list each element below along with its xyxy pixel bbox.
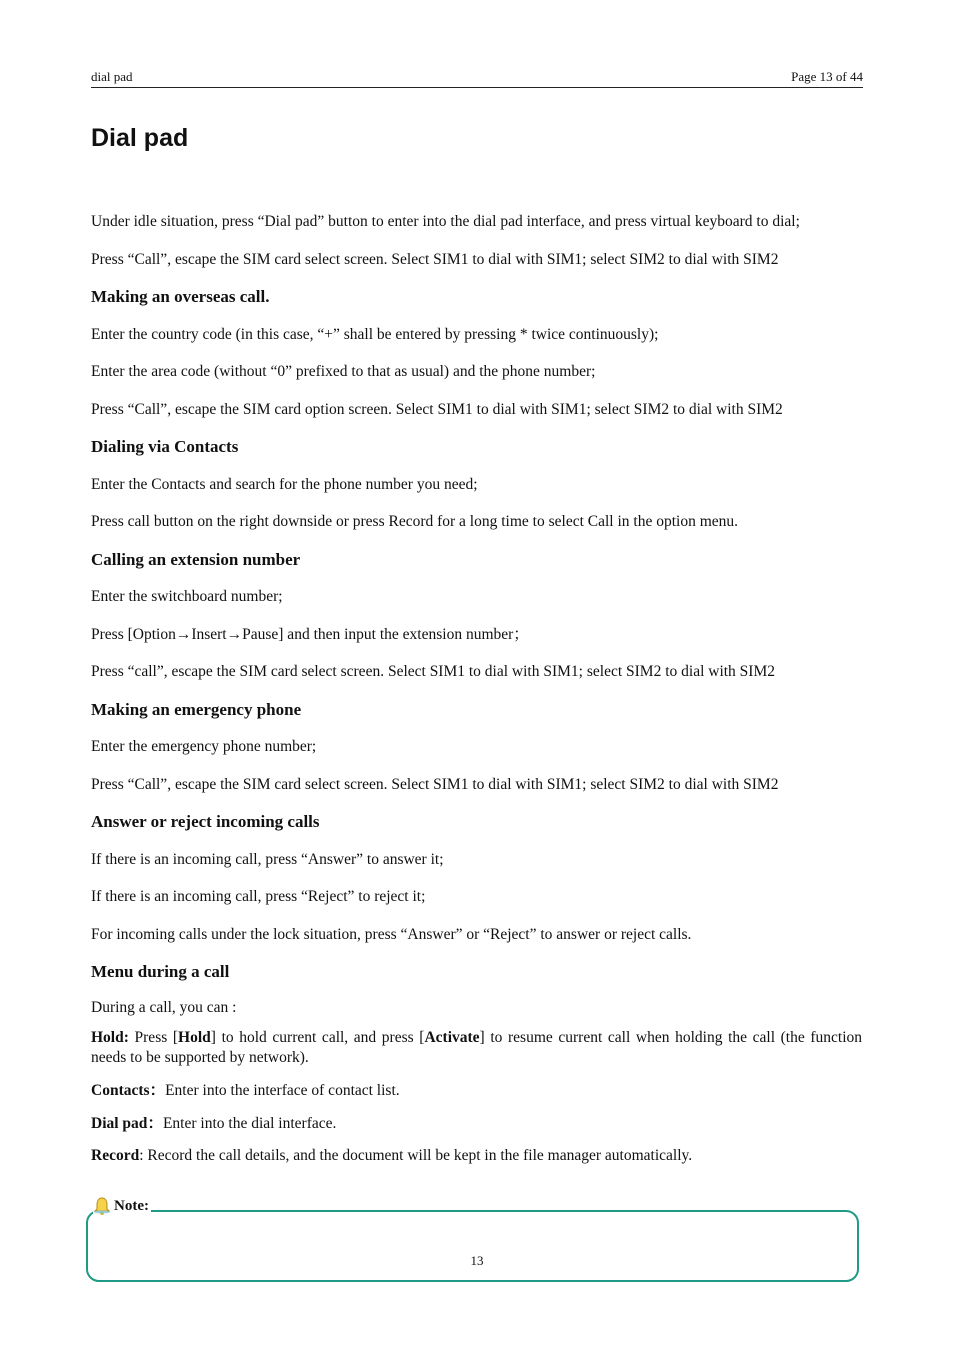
menu-item-hold: [91, 1028, 862, 1068]
section-heading-incoming: Answer or reject incoming calls: [91, 812, 320, 831]
header-section-title: dial pad: [91, 69, 133, 84]
contacts-text: Enter into the interface of contact list.: [165, 1082, 400, 1099]
page-title: Dial pad: [91, 124, 189, 152]
contacts-sep: ：: [149, 1082, 166, 1099]
dialpad-sep: ：: [147, 1114, 163, 1132]
hold-label: Hold:: [91, 1029, 129, 1046]
hold-text: Press [: [128, 1029, 179, 1046]
menu-item-dialpad: [91, 1112, 862, 1145]
hold-key: Hold: [178, 1029, 211, 1046]
record-label: Record: [91, 1147, 140, 1164]
paragraph: Press “Call”, escape the SIM card select screen. Select SIM1 to dial with SIM1; select SIM2 to dial with SIM2: [91, 775, 779, 793]
paragraph: During a call, you can :: [91, 998, 237, 1016]
paragraph: Enter the emergency phone number;: [91, 738, 317, 755]
intro-paragraph: Press “Call”, escape the SIM card select screen. Select SIM1 to dial with SIM1; select SIM2 to dial with SIM2: [91, 250, 779, 268]
note-label: [93, 1196, 151, 1216]
paragraph: Enter the switchboard number;: [91, 588, 283, 605]
menu-item-contacts: [91, 1079, 862, 1112]
note-box: [86, 1210, 859, 1282]
section-heading-overseas: Making an overseas call.: [91, 287, 270, 306]
contacts-label: Contacts: [91, 1082, 150, 1099]
paragraph: Press call button on the right downside or press Record for a long time to select Call in the option menu.: [91, 513, 739, 530]
dialpad-text: Enter into the dial interface.: [162, 1114, 337, 1132]
paragraph: Press [Option→Insert→Pause] and then input the extension number；: [91, 625, 529, 643]
activate-key: Activate: [424, 1029, 480, 1046]
paragraph: Press “call”, escape the SIM card select screen. Select SIM1 to dial with SIM1; select SIM2 to dial with SIM2: [91, 663, 775, 680]
page-header: [91, 68, 863, 88]
section-heading-extension: Calling an extension number: [91, 549, 301, 569]
section-heading-menu: Menu during a call: [91, 962, 230, 981]
paragraph: Press “Call”, escape the SIM card option screen. Select SIM1 to dial with SIM1; select SIM2 to dial with SIM2: [91, 400, 783, 418]
paragraph: If there is an incoming call, press “Answer” to answer it;: [91, 850, 444, 868]
paragraph: Enter the country code (in this case, “+” shall be entered by pressing * twice continuously);: [91, 325, 659, 343]
page-number: 13: [470, 1253, 484, 1268]
hold-text: ] to resume current call when holding the call (the function needs to be supported by network).: [91, 1029, 863, 1066]
paragraph: For incoming calls under the lock situation, press “Answer” or “Reject” to answer or reject calls.: [91, 925, 692, 943]
paragraph: Enter the area code (without “0” prefixed to that as usual) and the phone number;: [91, 363, 596, 380]
paragraph: Enter the Contacts and search for the phone number you need;: [91, 475, 478, 493]
note-text: Note:: [114, 1197, 149, 1214]
hold-text: ] to hold current call, and press [: [210, 1029, 425, 1046]
header-page-indicator: Page 13 of 44: [791, 69, 863, 84]
section-heading-contacts: Dialing via Contacts: [91, 437, 239, 456]
record-text: : Record the call details, and the document will be kept in the file manager automatically.: [139, 1147, 693, 1164]
document-body: [91, 208, 862, 1177]
menu-item-record: [91, 1144, 862, 1177]
bell-icon: [93, 1196, 111, 1216]
paragraph: If there is an incoming call, press “Reject” to reject it;: [91, 888, 426, 905]
section-heading-emergency: Making an emergency phone: [91, 699, 302, 719]
intro-paragraph: Under idle situation, press “Dial pad” button to enter into the dial pad interface, and press virtual keyboard to dial;: [91, 213, 800, 230]
dialpad-label: Dial pad: [91, 1114, 148, 1132]
